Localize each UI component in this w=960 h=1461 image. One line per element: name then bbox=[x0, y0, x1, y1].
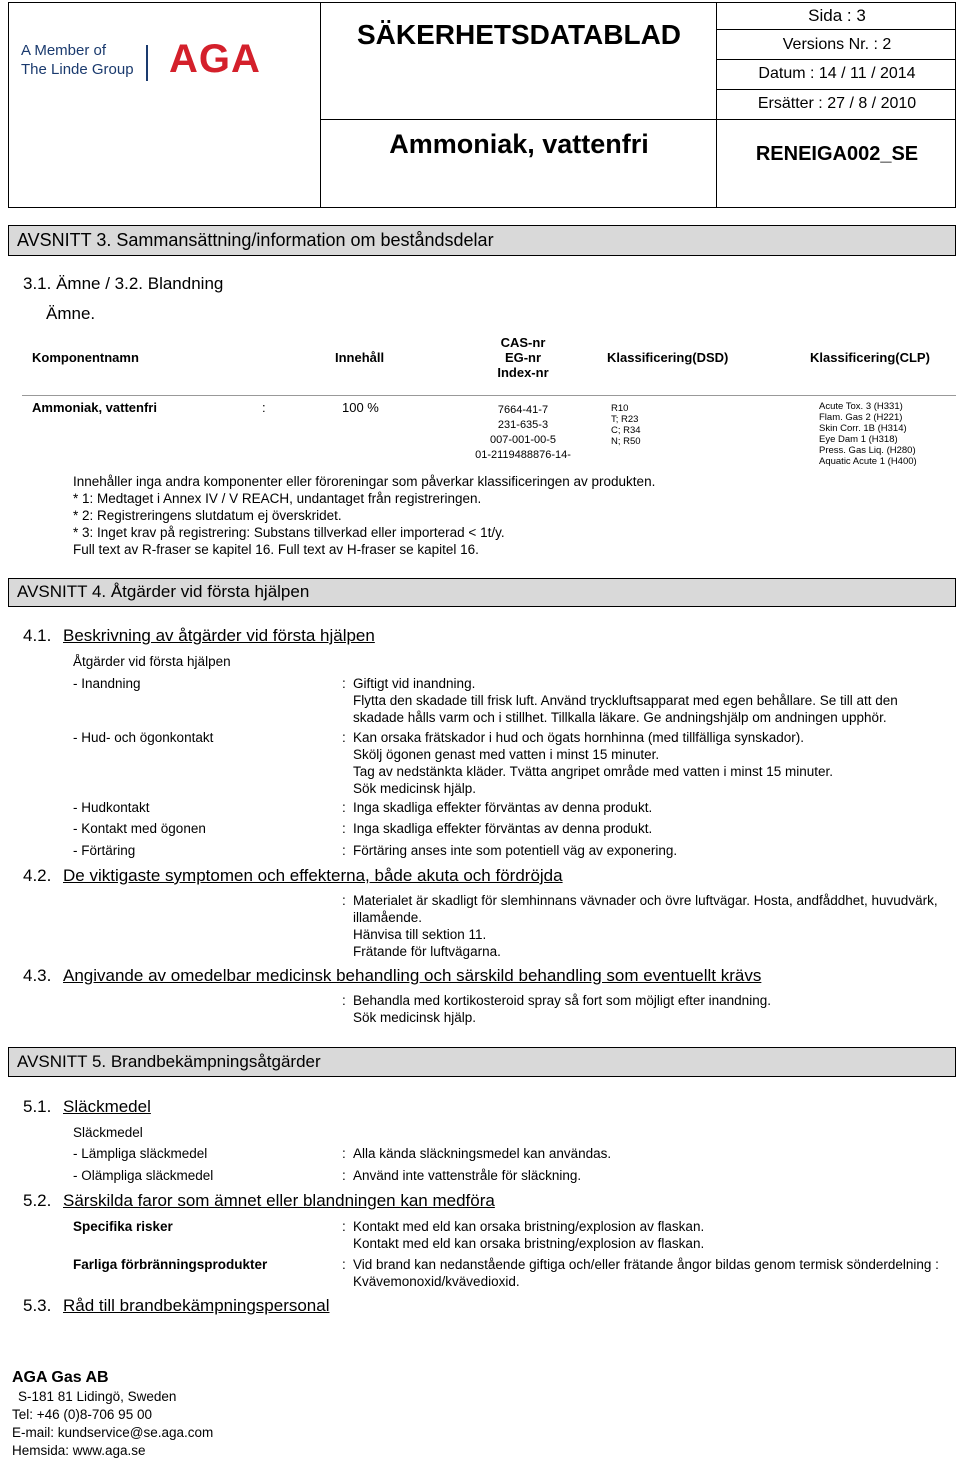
first-aid-subheading: Åtgärder vid första hjälpen bbox=[73, 654, 231, 669]
clp-item: Aquatic Acute 1 (H400) bbox=[819, 456, 917, 467]
col-index: Index-nr bbox=[497, 365, 549, 380]
member-line1: A Member of bbox=[21, 42, 107, 59]
document-id: RENEIGA002_SE bbox=[755, 143, 919, 165]
skin-eye-label: - Hud- och ögonkontakt bbox=[73, 730, 214, 745]
inhalation-label: - Inandning bbox=[73, 676, 141, 691]
col-clp: Klassificering(CLP) bbox=[810, 350, 930, 365]
dsd-item: N; R50 bbox=[611, 436, 641, 447]
replaces-date: Ersätter : 27 / 8 / 2010 bbox=[757, 95, 917, 112]
member-line2: The Linde Group bbox=[21, 61, 134, 78]
text-line: illamående. bbox=[353, 910, 423, 925]
text-line: Behandla med kortikosteroid spray så fort som möjligt efter inandning. bbox=[353, 993, 771, 1008]
text-line: Skölj ögonen genast med vatten i minst 15 minuter. bbox=[353, 747, 660, 762]
section-5-1-heading: Släckmedel bbox=[63, 1097, 151, 1116]
dsd-item: C; R34 bbox=[611, 425, 641, 436]
table-rule bbox=[22, 395, 956, 396]
col-eg: EG-nr bbox=[504, 350, 542, 365]
colon: : bbox=[342, 893, 346, 908]
text-line: Frätande för luftvägarna. bbox=[353, 944, 501, 959]
text-line: Vid brand kan nedanstående giftiga och/eller frätande ångor bildas genom termisk sönderdelning : bbox=[353, 1257, 939, 1272]
unsuitable-media-text: Använd inte vattenstråle för släckning. bbox=[353, 1168, 582, 1183]
colon: : bbox=[342, 821, 346, 836]
section-4-1-number: 4.1. bbox=[23, 626, 52, 645]
component-identifiers bbox=[462, 403, 584, 463]
section-4-2-heading: De viktigaste symptomen och effekterna, både akuta och fördröjda bbox=[63, 866, 563, 885]
footer-address: S-181 81 Lidingö, Sweden bbox=[18, 1389, 177, 1404]
substance-label: Ämne. bbox=[46, 304, 96, 323]
section-4-1-heading: Beskrivning av åtgärder vid första hjälpen bbox=[63, 626, 375, 645]
version-number: Versions Nr. : 2 bbox=[782, 36, 892, 53]
footer-email[interactable]: E-mail: kundservice@se.aga.com bbox=[12, 1425, 214, 1440]
document-header bbox=[8, 2, 956, 208]
composition-notes bbox=[73, 473, 655, 558]
text-line: Kvävemonoxid/kvävedioxid. bbox=[353, 1274, 520, 1289]
eg-number: 231-635-3 bbox=[497, 419, 549, 431]
treatment-text bbox=[353, 992, 771, 1026]
ingestion-text: Förtäring anses inte som potentiell väg av exponering. bbox=[353, 843, 678, 858]
unsuitable-media-label: - Olämpliga släckmedel bbox=[73, 1168, 214, 1183]
text-line: Sök medicinsk hjälp. bbox=[353, 781, 477, 796]
col-component-name: Komponentnamn bbox=[32, 350, 139, 365]
page-number: Sida : 3 bbox=[808, 6, 866, 25]
section-3-1-heading: 3.1. Ämne / 3.2. Blandning bbox=[23, 274, 224, 293]
section-3-bar: AVSNITT 3. Sammansättning/information om beståndsdelar bbox=[8, 225, 956, 256]
combustion-products-label: Farliga förbränningsprodukter bbox=[73, 1257, 268, 1272]
footer-phone: Tel: +46 (0)8-706 95 00 bbox=[12, 1407, 152, 1422]
document-title: SÄKERHETSDATABLAD bbox=[356, 19, 682, 50]
eye-contact-label: - Kontakt med ögonen bbox=[73, 821, 206, 836]
section-4-2-number: 4.2. bbox=[23, 866, 52, 885]
specific-risks-text bbox=[353, 1218, 704, 1252]
section-5-bar: AVSNITT 5. Brandbekämpningsåtgärder bbox=[8, 1047, 956, 1077]
section-5-2-number: 5.2. bbox=[23, 1191, 52, 1210]
text-line: Sök medicinsk hjälp. bbox=[353, 1010, 477, 1025]
dsd-item: R10 bbox=[611, 403, 629, 414]
note-line: * 2: Registreringens slutdatum ej överskridet. bbox=[73, 508, 342, 523]
clp-item: Eye Dam 1 (H318) bbox=[819, 434, 898, 445]
issue-date: Datum : 14 / 11 / 2014 bbox=[758, 65, 916, 82]
col-identifiers bbox=[478, 335, 568, 380]
reach-number: 01-2119488876-14- bbox=[475, 449, 571, 461]
text-line: Materialet är skadligt för slemhinnans vävnader och övre luftvägar. Hosta, andfåddhet, huvudvärk, bbox=[353, 893, 938, 908]
skin-contact-text: Inga skadliga effekter förväntas av denna produkt. bbox=[353, 800, 653, 815]
index-number: 007-001-00-5 bbox=[489, 434, 557, 446]
skin-eye-text bbox=[353, 729, 833, 797]
text-line: Tag av nedstänkta kläder. Tvätta angripet område med vatten i minst 15 minuter. bbox=[353, 764, 834, 779]
clp-item: Press. Gas Liq. (H280) bbox=[819, 445, 916, 456]
linde-member-text bbox=[21, 41, 134, 79]
colon: : bbox=[342, 843, 346, 858]
footer-company: AGA Gas AB bbox=[12, 1369, 109, 1386]
text-line: Flytta den skadade till frisk luft. Använd tryckluftsapparat med egen behållare. Se till att den bbox=[353, 693, 898, 708]
text-line: Kontakt med eld kan orsaka bristning/explosion av flaskan. bbox=[353, 1236, 705, 1251]
colon: : bbox=[342, 1257, 346, 1272]
inhalation-text bbox=[353, 675, 898, 726]
component-content: 100 % bbox=[342, 400, 379, 415]
section-5-3-number: 5.3. bbox=[23, 1296, 52, 1315]
cas-number: 7664-41-7 bbox=[497, 404, 549, 416]
colon: : bbox=[342, 1168, 346, 1183]
col-content: Innehåll bbox=[335, 350, 385, 365]
note-line: * 1: Medtaget i Annex IV / V REACH, undantaget från registreringen. bbox=[73, 491, 482, 506]
text-line: Kan orsaka frätskador i hud och ögats hornhinna (med tillfälliga synskador). bbox=[353, 730, 804, 745]
skin-contact-label: - Hudkontakt bbox=[73, 800, 150, 815]
colon: : bbox=[342, 993, 346, 1008]
col-dsd: Klassificering(DSD) bbox=[607, 350, 729, 365]
symptoms-text bbox=[353, 892, 938, 960]
aga-logo: AGA bbox=[169, 37, 261, 81]
colon: : bbox=[342, 1219, 346, 1234]
component-name: Ammoniak, vattenfri bbox=[32, 400, 157, 415]
section-5-3-heading: Råd till brandbekämpningspersonal bbox=[63, 1296, 330, 1315]
ingestion-label: - Förtäring bbox=[73, 843, 136, 858]
suitable-media-label: - Lämpliga släckmedel bbox=[73, 1146, 208, 1161]
extinguishing-subheading: Släckmedel bbox=[73, 1125, 143, 1140]
eye-contact-text: Inga skadliga effekter förväntas av denna produkt. bbox=[353, 821, 653, 836]
section-4-3-number: 4.3. bbox=[23, 966, 52, 985]
text-line: Hänvisa till sektion 11. bbox=[353, 927, 487, 942]
section-4-3-heading: Angivande av omedelbar medicinsk behandling och särskild behandling som eventuellt krävs bbox=[63, 966, 762, 985]
dsd-classification bbox=[611, 403, 641, 447]
clp-item: Flam. Gas 2 (H221) bbox=[819, 412, 903, 423]
specific-risks-label: Specifika risker bbox=[73, 1219, 173, 1234]
suitable-media-text: Alla kända släckningsmedel kan användas. bbox=[353, 1146, 612, 1161]
section-5-2-heading: Särskilda faror som ämnet eller blandningen kan medföra bbox=[63, 1191, 495, 1210]
clp-classification bbox=[819, 401, 917, 467]
logo-divider bbox=[146, 45, 148, 81]
note-line: Innehåller inga andra komponenter eller föroreningar som påverkar klassificeringen av produkten. bbox=[73, 474, 656, 489]
colon: : bbox=[342, 676, 346, 691]
text-line: Giftigt vid inandning. bbox=[353, 676, 476, 691]
text-line: skadade hålls varm och i stillhet. Tillkalla läkare. Ge andningshjälp om andningen upphör. bbox=[353, 710, 887, 725]
dsd-item: T; R23 bbox=[611, 414, 639, 425]
section-5-1-number: 5.1. bbox=[23, 1097, 52, 1116]
combustion-products-text bbox=[353, 1256, 939, 1290]
clp-item: Skin Corr. 1B (H314) bbox=[819, 423, 907, 434]
section-4-bar: AVSNITT 4. Åtgärder vid första hjälpen bbox=[8, 578, 956, 607]
text-line: Kontakt med eld kan orsaka bristning/explosion av flaskan. bbox=[353, 1219, 705, 1234]
note-line: * 3: Inget krav på registrering: Substans tillverkad eller importerad < 1t/y. bbox=[73, 525, 505, 540]
colon: : bbox=[342, 1146, 346, 1161]
colon: : bbox=[342, 800, 346, 815]
product-name: Ammoniak, vattenfri bbox=[389, 129, 649, 159]
component-colon: : bbox=[262, 400, 266, 415]
col-cas: CAS-nr bbox=[500, 335, 546, 350]
colon: : bbox=[342, 730, 346, 745]
footer-website[interactable]: Hemsida: www.aga.se bbox=[12, 1443, 146, 1458]
clp-item: Acute Tox. 3 (H331) bbox=[819, 401, 903, 412]
note-line: Full text av R-fraser se kapitel 16. Full text av H-fraser se kapitel 16. bbox=[73, 542, 479, 557]
